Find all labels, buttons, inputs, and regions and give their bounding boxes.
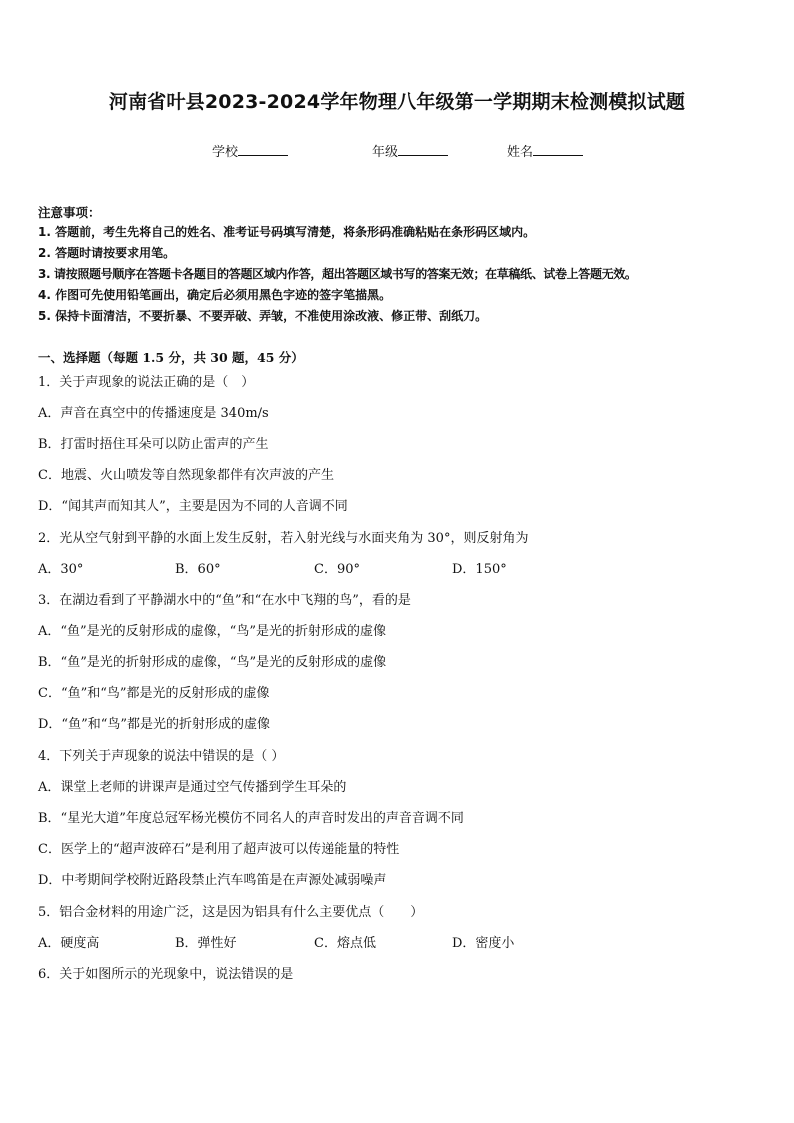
question-2-option-b: B．60°	[175, 562, 221, 577]
question-2-stem: 2．光从空气射到平静的水面上发生反射，若入射光线与水面夹角为 30°，则反射角为	[38, 531, 529, 546]
name-label: 姓名	[507, 145, 534, 160]
question-1-option-b: B．打雷时捂住耳朵可以防止雷声的产生	[38, 437, 269, 452]
question-3-option-a: A．“鱼”是光的反射形成的虚像，“鸟”是光的折射形成的虚像	[38, 624, 386, 639]
question-1-option-d: D．“闻其声而知其人”，主要是因为不同的人音调不同	[38, 499, 348, 514]
note-item: 1. 答题前，考生先将自己的姓名、准考证号码填写清楚，将条形码准确粘贴在条形码区域内。	[38, 225, 536, 239]
question-5-option-b: B．弹性好	[175, 936, 237, 951]
question-4-option-d: D．中考期间学校附近路段禁止汽车鸣笛是在声源处减弱噪声	[38, 873, 387, 888]
question-5-option-d: D．密度小	[452, 936, 515, 951]
question-2-option-c: C．90°	[314, 562, 360, 577]
question-1-stem: 1．关于声现象的说法正确的是（ ）	[38, 375, 255, 390]
section-title: 一、选择题（每题 1.5 分，共 30 题，45 分）	[38, 350, 304, 365]
question-2-option-a: A．30°	[38, 562, 84, 577]
school-label: 学校	[212, 145, 239, 160]
question-4-option-a: A．课堂上老师的讲课声是通过空气传播到学生耳朵的	[38, 780, 347, 795]
question-3-option-d: D．“鱼”和“鸟”都是光的折射形成的虚像	[38, 717, 271, 732]
notes-list	[38, 222, 778, 327]
question-1-option-a: A．声音在真空中的传播速度是 340m/s	[38, 406, 269, 421]
note-item: 2. 答题时请按要求用笔。	[38, 246, 176, 260]
grade-field	[372, 141, 448, 160]
question-1-option-c: C．地震、火山喷发等自然现象都伴有次声波的产生	[38, 468, 334, 483]
question-3-option-c: C．“鱼”和“鸟”都是光的反射形成的虚像	[38, 686, 270, 701]
school-field	[212, 141, 288, 160]
question-5-option-a: A．硬度高	[38, 936, 100, 951]
name-blank	[533, 142, 583, 156]
note-item: 5. 保持卡面清洁，不要折暴、不要弄破、弄皱，不准使用涂改液、修正带、刮纸刀。	[38, 309, 488, 323]
grade-label: 年级	[372, 145, 399, 160]
student-info-row	[0, 141, 794, 161]
school-blank	[238, 142, 288, 156]
question-5-option-c: C．熔点低	[314, 936, 376, 951]
notes-title: 注意事项：	[38, 205, 101, 220]
question-4-option-b: B．“星光大道”年度总冠军杨光模仿不同名人的声音时发出的声音音调不同	[38, 811, 464, 826]
question-3-stem: 3．在湖边看到了平静湖水中的“鱼”和“在水中飞翔的鸟”，看的是	[38, 593, 411, 608]
question-5-stem: 5．铝合金材料的用途广泛，这是因为铝具有什么主要优点（ ）	[38, 905, 424, 920]
question-3-option-b: B．“鱼”是光的折射形成的虚像，“鸟”是光的反射形成的虚像	[38, 655, 387, 670]
question-2-option-d: D．150°	[452, 562, 507, 577]
note-item: 3. 请按照题号顺序在答题卡各题目的答题区域内作答，超出答题区域书写的答案无效；在草稿纸、试卷上答题无效。	[38, 267, 637, 281]
note-item: 4. 作图可先使用铅笔画出，确定后必须用黑色字迹的签字笔描黑。	[38, 288, 392, 302]
question-4-option-c: C．医学上的“超声波碎石”是利用了超声波可以传递能量的特性	[38, 842, 400, 857]
name-field	[507, 141, 583, 160]
grade-blank	[398, 142, 448, 156]
exam-title: 河南省叶县2023-2024学年物理八年级第一学期期末检测模拟试题	[108, 91, 686, 113]
question-6-stem: 6．关于如图所示的光现象中，说法错误的是	[38, 967, 294, 982]
question-4-stem: 4．下列关于声现象的说法中错误的是（ ）	[38, 749, 285, 764]
